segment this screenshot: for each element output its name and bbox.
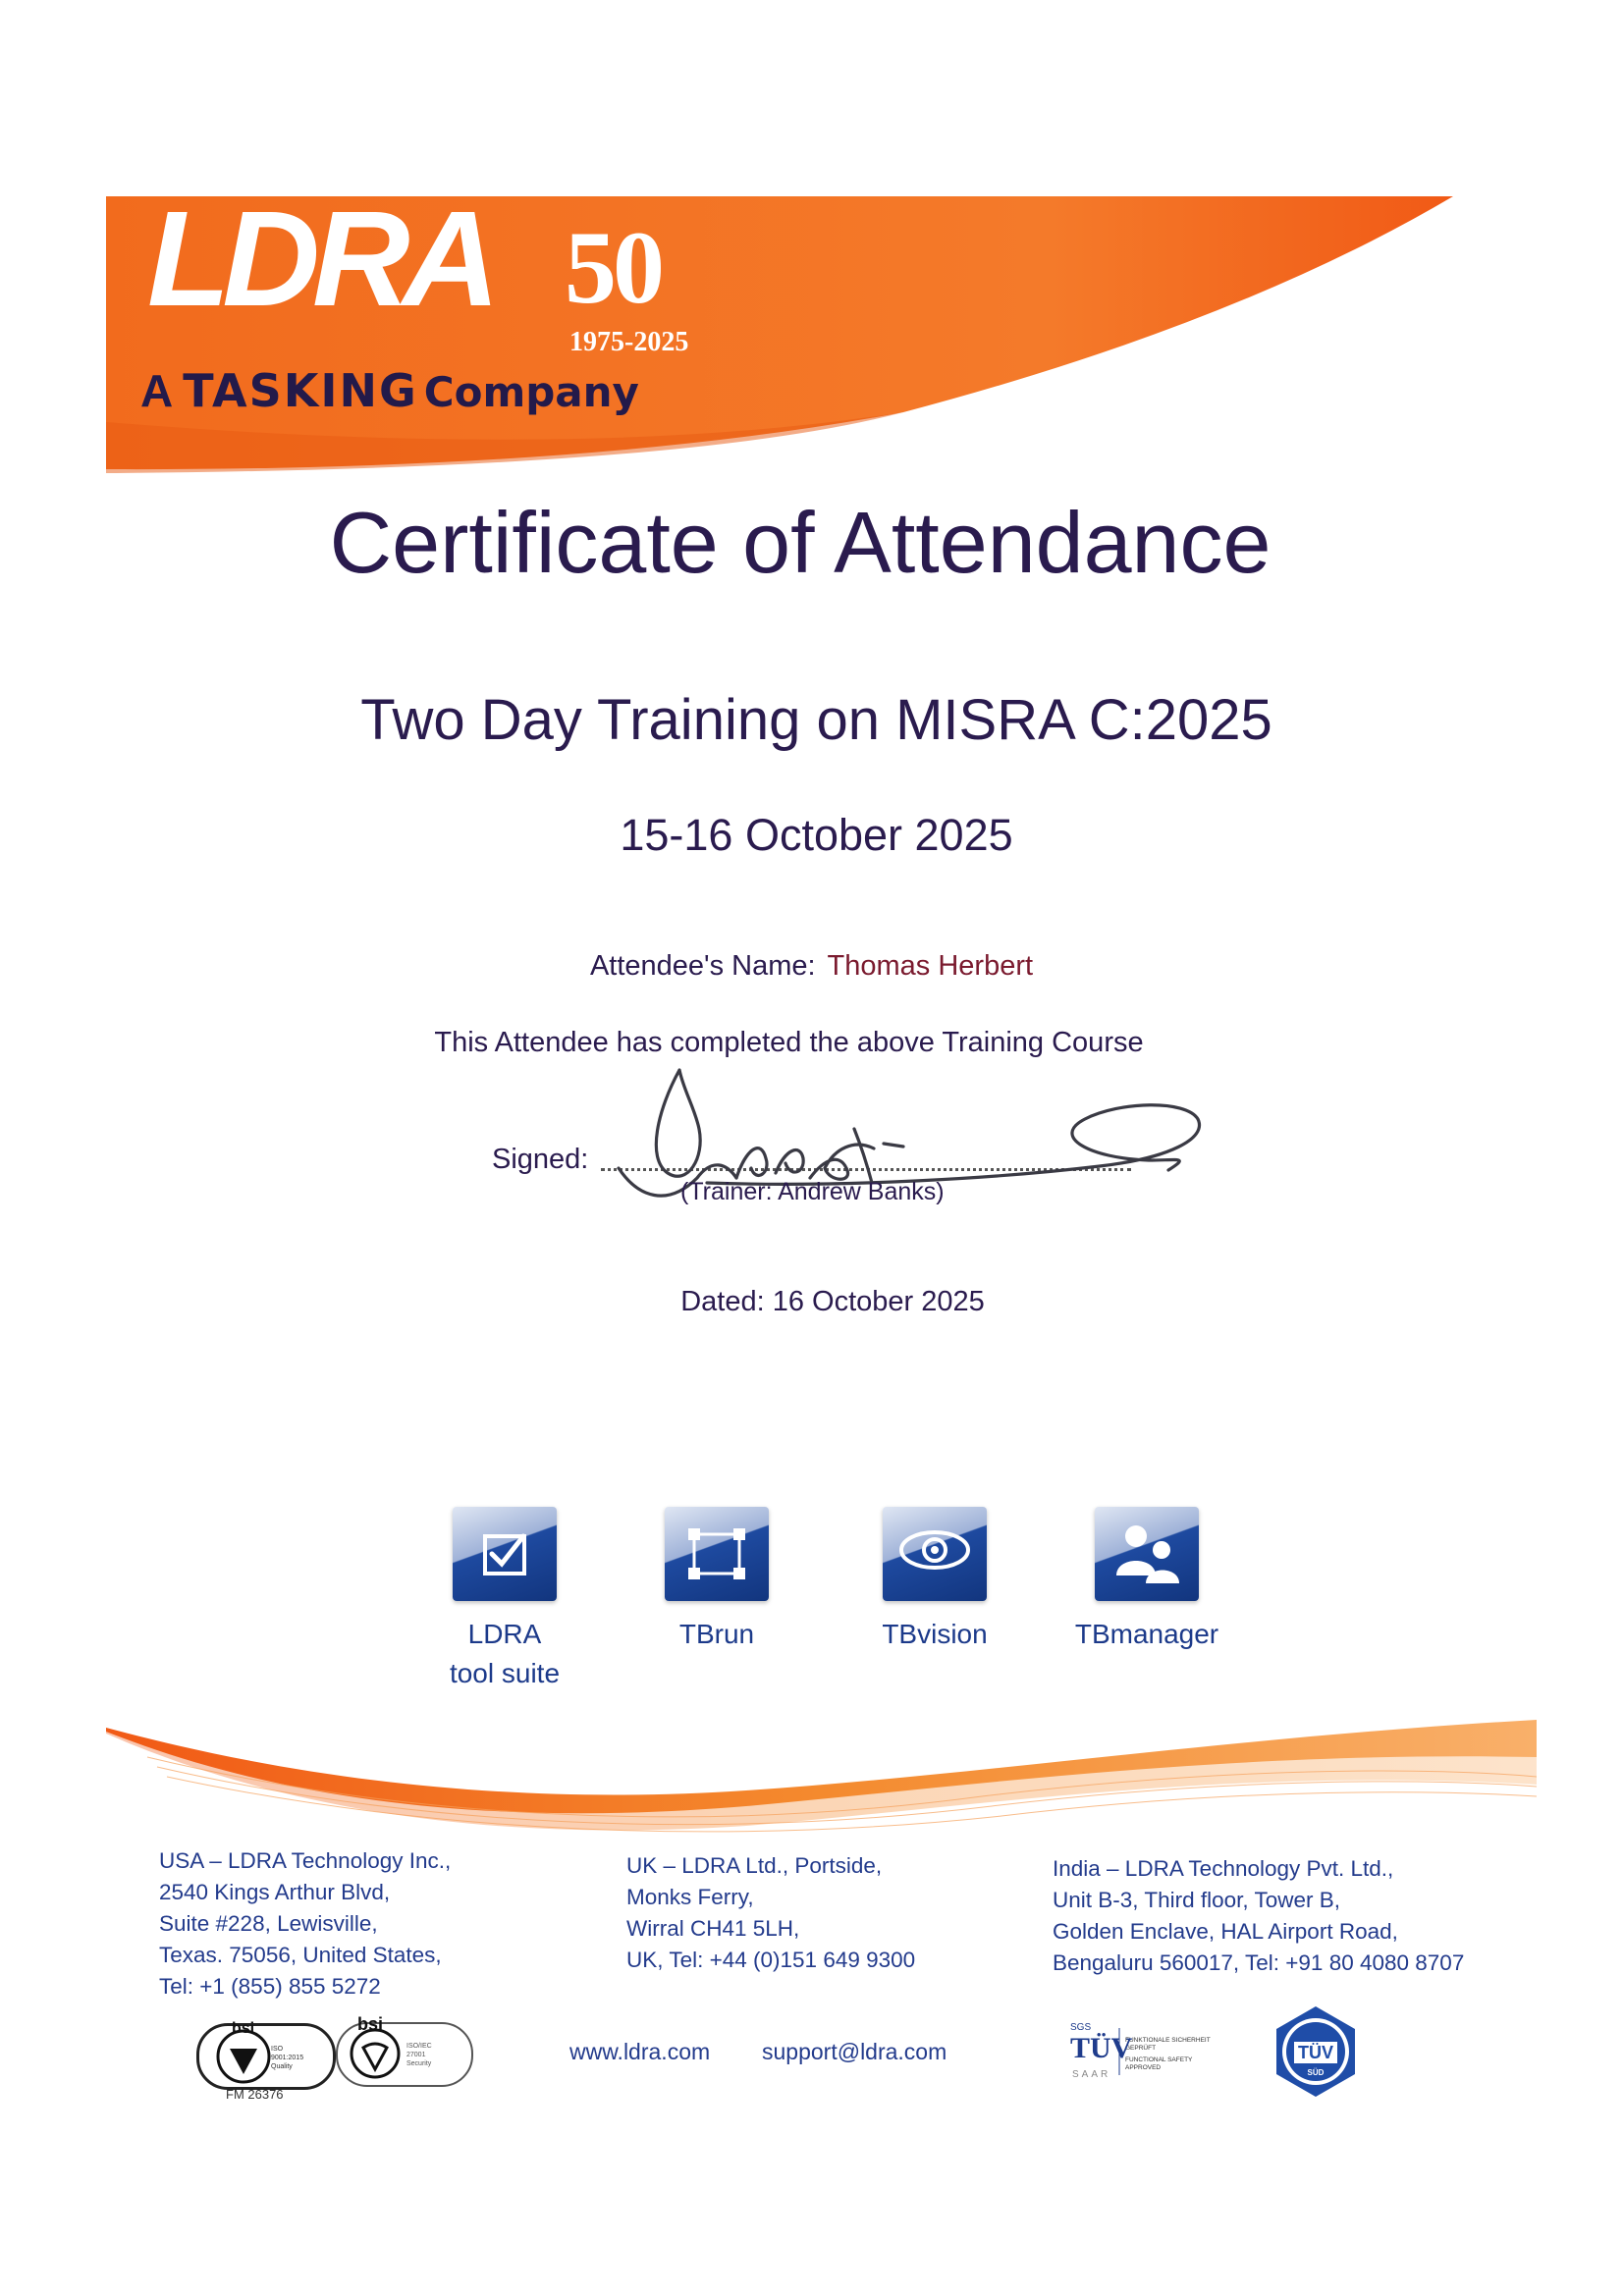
logo-suffix: Company <box>423 368 639 416</box>
svg-text:27001: 27001 <box>406 2052 426 2058</box>
svg-text:SAAR: SAAR <box>1072 2069 1111 2080</box>
completion-statement: This Attendee has completed the above Training Course <box>434 1027 1144 1058</box>
users-icon <box>1095 1507 1199 1601</box>
website-link[interactable]: www.ldra.com <box>569 2039 711 2064</box>
logo-prefix: A <box>140 365 174 416</box>
product-ldra-tool-suite <box>436 1507 573 1693</box>
product-label: TBmanager <box>1074 1619 1219 1649</box>
logo-anniversary-number: 50 <box>565 210 661 325</box>
product-label: TBrun <box>678 1619 755 1649</box>
logo-company-line <box>140 364 639 417</box>
svg-text:SGS: SGS <box>1070 2022 1092 2033</box>
svg-text:Quality: Quality <box>271 2063 293 2070</box>
svg-text:9001:2015: 9001:2015 <box>271 2055 304 2061</box>
date-signed: Dated: 16 October 2025 <box>680 1286 985 1317</box>
attendee-label: Attendee's Name: <box>589 950 816 982</box>
address-usa: USA – LDRA Technology Inc., 2540 Kings Arthur Blvd, Suite #228, Lewisville, Texas. 75056, United States, Tel: +1 (855) 855 5272 <box>159 1848 452 1999</box>
product-label: TBvision <box>882 1619 988 1649</box>
support-email-link[interactable]: support@ldra.com <box>762 2039 947 2064</box>
eye-icon <box>883 1507 987 1601</box>
product-tbvision <box>866 1507 1003 1654</box>
logo-tasking: TASKING <box>183 364 418 417</box>
svg-text:bsi: bsi <box>357 2014 384 2034</box>
address-uk: UK – LDRA Ltd., Portside, Monks Ferry, Wirral CH41 5LH, UK, Tel: +44 (0)151 649 9300 <box>626 1853 916 1972</box>
attendee-name: Thomas Herbert <box>827 950 1034 982</box>
product-tbmanager <box>1068 1507 1225 1654</box>
bsi-iso27001-badge <box>336 2014 475 2093</box>
course-dates: 15-16 October 2025 <box>620 810 1013 860</box>
checkbox-icon <box>453 1507 557 1601</box>
attendee-line <box>0 950 1623 983</box>
footer-swoosh <box>0 1669 1623 1836</box>
svg-text:Security: Security <box>406 2060 432 2067</box>
course-title: Two Day Training on MISRA C:2025 <box>360 688 1272 752</box>
product-label: LDRA tool suite <box>449 1619 561 1688</box>
svg-text:GEPRÜFT: GEPRÜFT <box>1125 2045 1157 2052</box>
logo-years: 1975-2025 <box>569 327 689 357</box>
tuv-sud-wordmark: TÜV <box>1298 2043 1333 2062</box>
tuv-sud-badge <box>1267 2002 1365 2101</box>
flow-diagram-icon <box>665 1507 769 1601</box>
svg-text:FUNCTIONAL SAFETY: FUNCTIONAL SAFETY <box>1125 2056 1193 2063</box>
product-tbrun <box>648 1507 785 1654</box>
svg-text:bsi: bsi <box>232 2020 255 2037</box>
svg-text:ISO: ISO <box>271 2046 284 2053</box>
bsi-cert-number: FM 26376 <box>226 2087 284 2102</box>
trainer-name: (Trainer: Andrew Banks) <box>680 1178 945 1205</box>
bsi-iso9001-badge <box>196 2017 334 2110</box>
certificate-title: Certificate of Attendance <box>329 494 1271 591</box>
address-india: India – LDRA Technology Pvt. Ltd., Unit B-3, Third floor, Tower B, Golden Enclave, HAL Airport Road, Bengaluru 560017, Tel: +91 80 4080 8707 <box>1053 1856 1465 1975</box>
logo-ldra-wordmark: LDRA <box>147 184 493 335</box>
tuv-saar-wordmark: TÜV <box>1070 2032 1133 2064</box>
svg-text:ISO/IEC: ISO/IEC <box>406 2043 432 2050</box>
signed-label: Signed: <box>492 1144 589 1175</box>
svg-text:APPROVED: APPROVED <box>1125 2064 1162 2071</box>
tuv-saar-badge <box>1068 2020 1245 2083</box>
svg-text:SÜD: SÜD <box>1307 2068 1325 2077</box>
svg-text:FUNKTIONALE SICHERHEIT: FUNKTIONALE SICHERHEIT <box>1125 2037 1211 2044</box>
